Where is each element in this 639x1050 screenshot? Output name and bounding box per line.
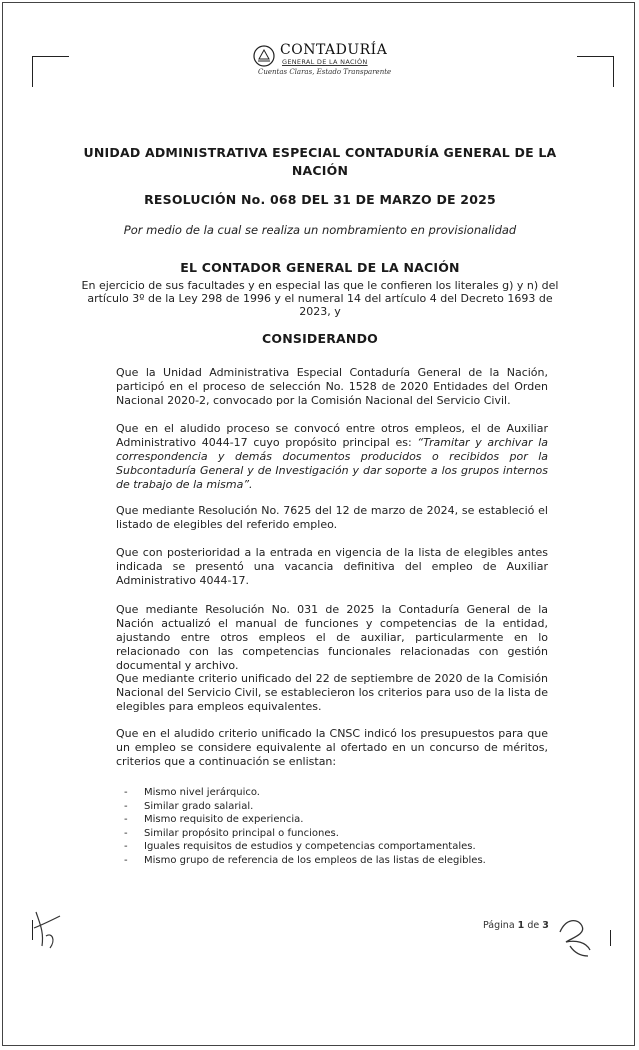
faculties-text: En ejercicio de sus facultades y en especial las que le confieren los literales g) y n) del artículo 3º de la Ley 298 de 1996 y el numeral 14 del artículo 4 del Decreto 1693 de 2023, y xyxy=(81,279,559,318)
logo-tagline: Cuentas Claras, Estado Transparente xyxy=(258,68,392,76)
list-item: - Mismo requisito de experiencia. xyxy=(124,813,544,827)
page-corner-mark xyxy=(32,56,69,87)
logo-subtitle: GENERAL DE LA NACIÓN xyxy=(282,58,368,66)
emblem-icon xyxy=(252,44,276,68)
page-current: 1 xyxy=(517,920,525,931)
criteria-list xyxy=(124,786,544,867)
signer-heading: EL CONTADOR GENERAL DE LA NACIÓN xyxy=(180,260,460,275)
list-item: - Iguales requisitos de estudios y competencias comportamentales. xyxy=(124,840,544,854)
considering-paragraph: Que con posterioridad a la entrada en vigencia de la lista de elegibles antes indicada se presentó una vacancia definitiva del empleo de Auxiliar Administrativo 4044-17. xyxy=(116,546,548,587)
handwritten-signature xyxy=(552,912,596,960)
list-item: - Mismo grupo de referencia de los empleos de las listas de elegibles. xyxy=(124,854,544,868)
considering-paragraph: Que en el aludido criterio unificado la CNSC indicó los presupuestos para que un empleo se considere equivalente al ofertado en un concurso de méritos, criterios que a continuación se enlistan: xyxy=(116,727,548,768)
page-total: 3 xyxy=(542,920,549,931)
considering-paragraph: Que mediante Resolución No. 7625 del 12 de marzo de 2024, se estableció el listado de elegibles del referido empleo. xyxy=(116,504,548,531)
considering-heading: CONSIDERANDO xyxy=(262,331,378,346)
entity-heading: UNIDAD ADMINISTRATIVA ESPECIAL CONTADURÍA GENERAL DE LA NACIÓN xyxy=(83,145,557,178)
list-item: - Mismo nivel jerárquico. xyxy=(124,786,544,800)
resolution-heading: RESOLUCIÓN No. 068 DEL 31 DE MARZO DE 2025 xyxy=(144,192,496,207)
page-of: de xyxy=(527,920,540,931)
institution-logo xyxy=(252,42,392,80)
considering-paragraph xyxy=(116,422,548,492)
page-label: Página xyxy=(483,920,515,931)
logo-title: CONTADURÍA xyxy=(280,42,388,58)
paragraph-text: Que en el aludido proceso se convocó entre otros empleos, el de Auxiliar Administrativo 4044-17 cuyo propósito principal es: xyxy=(116,422,548,449)
considering-paragraph: Que la Unidad Administrativa Especial Contaduría General de la Nación, participó en el proceso de selección No. 1528 de 2020 Entidades del Orden Nacional 2020-2, convocado por la Comisión Nacional del Servicio Civil. xyxy=(116,366,548,407)
quoted-purpose: “Tramitar y archivar la correspondencia y demás documentos producidos o recibidos por la Subcontaduría General y de Investigación y dar soporte a los grupos internos de trabajo de la misma”. xyxy=(116,436,548,491)
handwritten-initials xyxy=(30,906,64,952)
resolution-subject: Por medio de la cual se realiza un nombramiento en provisionalidad xyxy=(123,223,517,237)
list-item: - Similar grado salarial. xyxy=(124,800,544,814)
page-corner-mark xyxy=(577,56,614,87)
list-item: - Similar propósito principal o funciones. xyxy=(124,827,544,841)
considering-paragraph: Que mediante Resolución No. 031 de 2025 la Contaduría General de la Nación actualizó el manual de funciones y competencias de la entidad, ajustando entre otros empleos el de auxiliar, particularmente en lo relacionado con las competencias funcionales relacionadas con gestión documental y archivo. xyxy=(116,603,548,672)
page-number xyxy=(483,920,549,931)
considering-paragraph: Que mediante criterio unificado del 22 de septiembre de 2020 de la Comisión Nacional del Servicio Civil, se establecieron los criterios para uso de la lista de elegibles para empleos equivalentes. xyxy=(116,672,548,713)
